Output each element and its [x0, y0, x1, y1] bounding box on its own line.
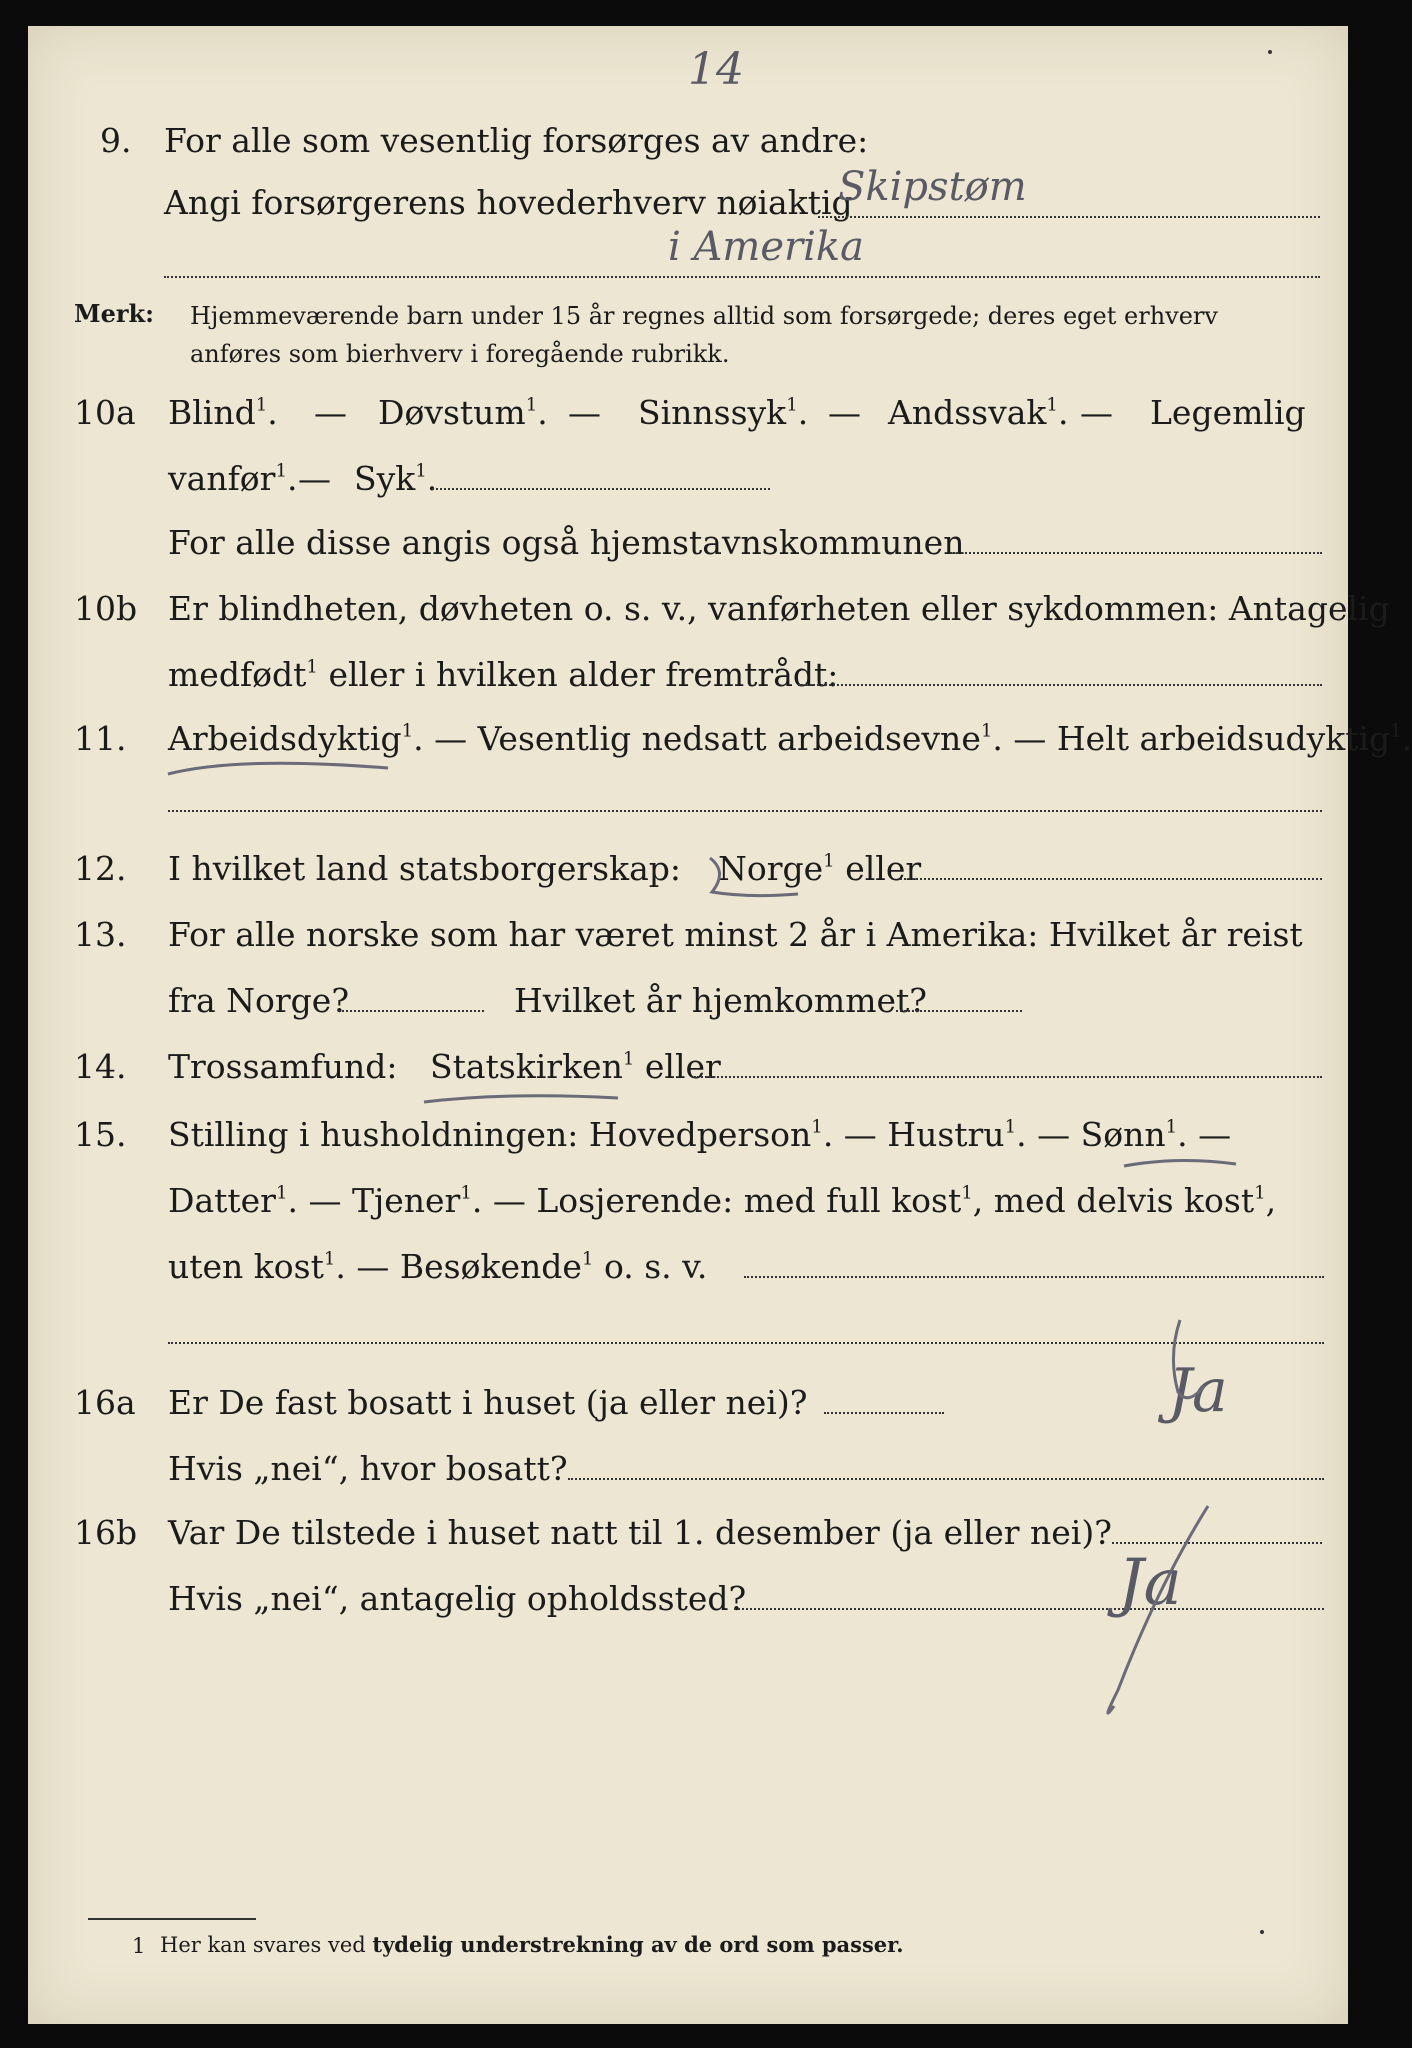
q10a-opt-andssvak: Andssvak$^1$. — [888, 393, 1069, 432]
q14-text: Trossamfund: — [168, 1047, 398, 1086]
q9-number: 9. — [100, 121, 132, 160]
underline-norge — [710, 858, 798, 896]
q13-line1: For alle norske som har været minst 2 år i Amerika: Hvilket år reist — [168, 915, 1303, 954]
merk-label: Merk: — [74, 299, 154, 328]
q10a-opt-legemlig: Legemlig — [1150, 393, 1306, 432]
q9-line1: For alle som vesentlig forsørges av andre: — [164, 121, 869, 160]
q11-options: Arbeidsdyktig$^1$. — Vesentlig nedsatt arbeidsevne$^1$. — Helt arbeidsudyktig$^1$. — [168, 719, 1412, 758]
footnote-rule — [88, 1918, 256, 1920]
q16b-line1: Var De tilstede i huset natt til 1. desember (ja eller nei)? — [168, 1513, 1112, 1552]
pencil-stroke-q16b — [1108, 1506, 1208, 1713]
pencil-marks — [28, 26, 1348, 2024]
census-form-page — [28, 26, 1412, 2024]
q15-number: 15. — [74, 1115, 127, 1154]
q12-opt-norge: Norge$^1$ eller — [718, 849, 922, 888]
q10a-opt-blind: Blind$^1$. — [168, 393, 278, 432]
q9-answer-handwritten-1: Skipstøm — [838, 164, 1027, 210]
q9-line2: Angi forsørgerens hovederhverv nøiaktig — [164, 183, 853, 222]
footnote-text: Her kan svares ved tydelig understrekning av de ord som passer. — [160, 1932, 904, 1957]
q11-number: 11. — [74, 719, 127, 758]
q16a-line1: Er De fast bosatt i huset (ja eller nei)? — [168, 1383, 808, 1422]
q10a-number: 10a — [74, 393, 136, 432]
q10a-opt-dovstum: Døvstum$^1$. — [378, 393, 548, 432]
q16b-number: 16b — [74, 1513, 138, 1552]
q10a-dash-1: — — [314, 393, 347, 432]
q14-opt-statskirken: Statskirken$^1$ eller — [430, 1047, 721, 1086]
q13-number: 13. — [74, 915, 127, 954]
q16a-line2: Hvis „nei“, hvor bosatt? — [168, 1449, 568, 1488]
q16a-answer-handwritten: Ja — [1168, 1356, 1228, 1426]
q10a-dash-4: — — [1080, 393, 1113, 432]
q10a-opt-syk: Syk$^1$. — [354, 459, 438, 498]
q10b-line1: Er blindheten, døvheten o. s. v., vanførheten eller sykdommen: Antagelig — [168, 589, 1390, 628]
q15-line2: Datter$^1$. — Tjener$^1$. — Losjerende: med full kost$^1$, med delvis kost$^1$, — [168, 1181, 1277, 1220]
underline-sonn — [1124, 1160, 1236, 1166]
footnote-mark: 1 — [132, 1934, 146, 1958]
q12-number: 12. — [74, 849, 127, 888]
q16a-number: 16a — [74, 1383, 136, 1422]
q16b-answer-handwritten: Ja — [1118, 1546, 1182, 1620]
speck — [1260, 1930, 1264, 1934]
q10a-opt-vanfor: vanfør$^1$. — [168, 459, 298, 498]
q9-answer-handwritten-2: i Amerika — [668, 224, 864, 270]
merk-line1: Hjemmeværende barn under 15 år regnes alltid som forsørgede; deres eget erhverv — [190, 302, 1218, 330]
q16b-line2: Hvis „nei“, antagelig opholdssted? — [168, 1579, 747, 1618]
q14-number: 14. — [74, 1047, 127, 1086]
q15-line1: Stilling i husholdningen: Hovedperson$^1$. — Hustru$^1$. — Sønn$^1$. — — [168, 1115, 1232, 1154]
underline-arbeidsdyktig — [168, 763, 388, 774]
q10a-dash-3: — — [828, 393, 861, 432]
q10a-dash-2: — — [568, 393, 601, 432]
underline-statskirken — [424, 1096, 618, 1102]
q10a-line3: For alle disse angis også hjemstavnskommunen — [168, 523, 965, 562]
speck — [1268, 50, 1272, 54]
q13-reist-label: fra Norge? — [168, 981, 350, 1020]
q10b-number: 10b — [74, 589, 138, 628]
merk-line2: anføres som bierhverv i foregående rubrikk. — [190, 340, 730, 368]
q13-hjemkommet-label: Hvilket år hjemkommet? — [514, 981, 927, 1020]
page-number-handwritten: 14 — [688, 44, 744, 95]
q10b-line2: medfødt$^1$ eller i hvilken alder fremtrådt: — [168, 655, 839, 694]
q10a-opt-sinnssyk: Sinnssyk$^1$. — [638, 393, 809, 432]
q15-line3: uten kost$^1$. — Besøkende$^1$ o. s. v. — [168, 1247, 708, 1286]
q12-text: I hvilket land statsborgerskap: — [168, 849, 682, 888]
pencil-stroke-q16a — [1173, 1320, 1204, 1398]
q10a-dash-5: — — [298, 459, 331, 498]
